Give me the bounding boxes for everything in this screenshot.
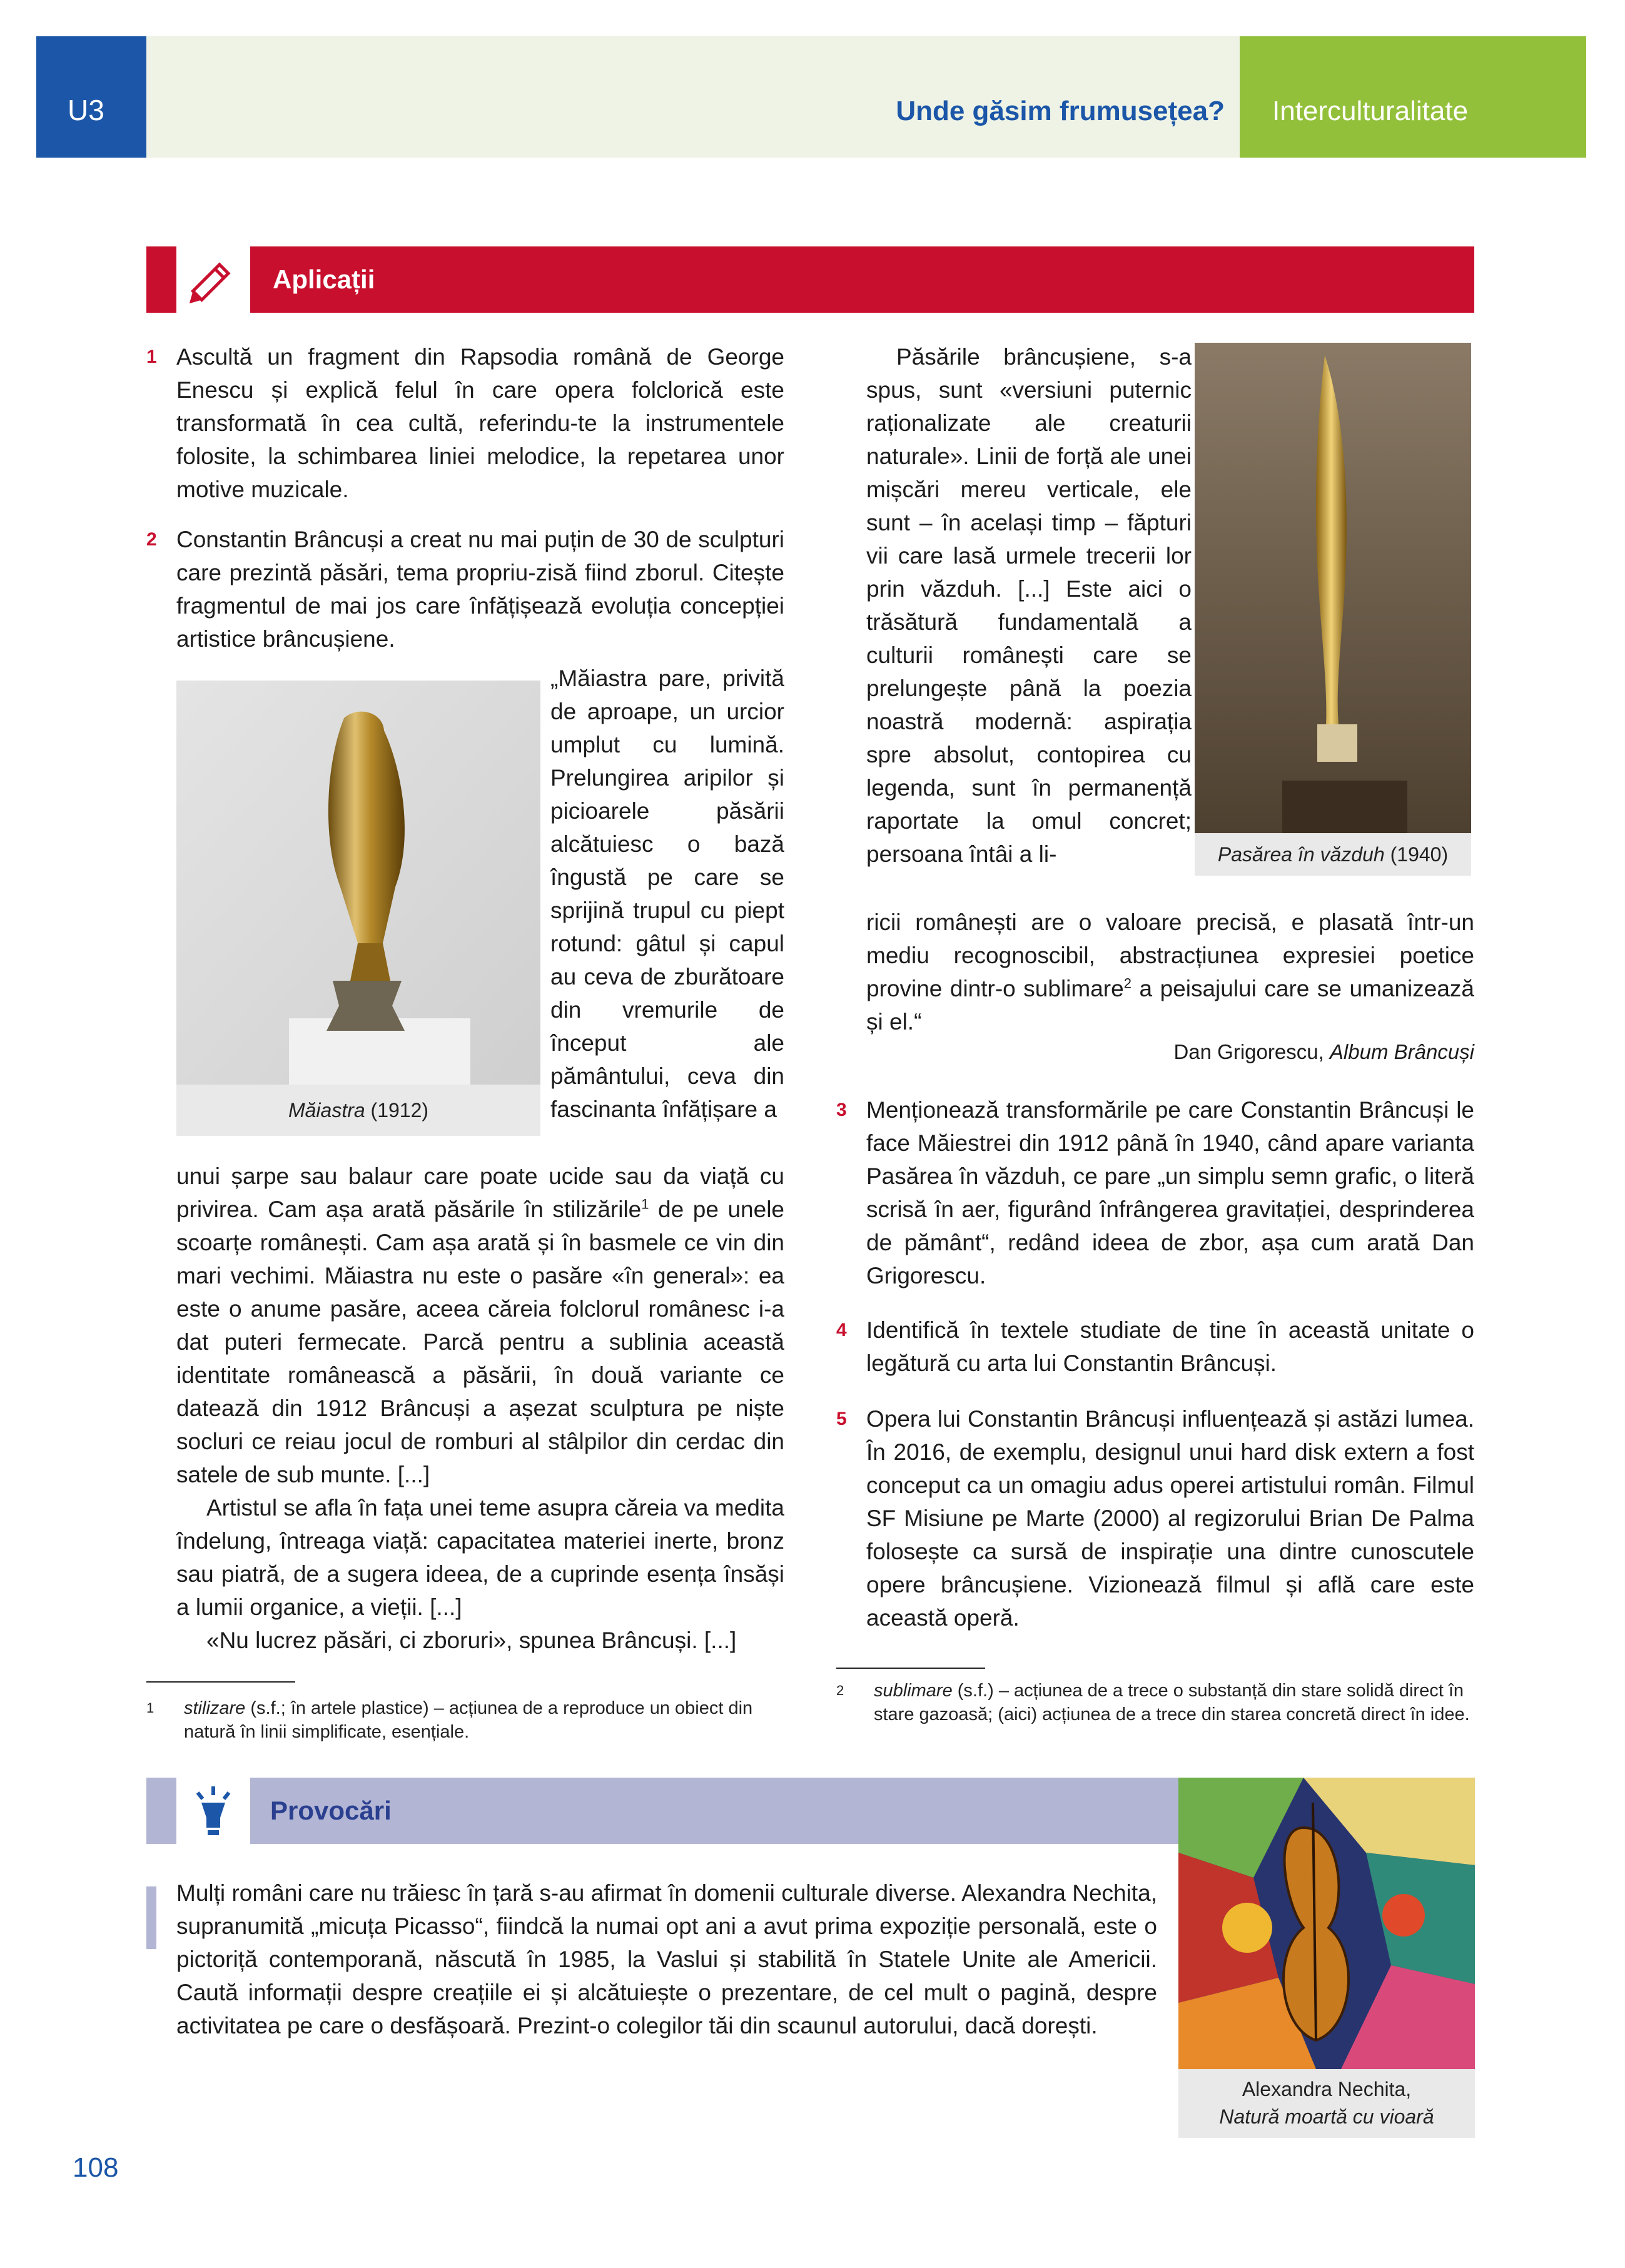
header-band <box>146 36 1240 158</box>
question-5 <box>866 1402 1474 1634</box>
quote-column-2-text: Păsările brâncușiene, s-a spus, sunt «versiuni puternic raționalizate ale creaturii naturale». Linii de forță ale unei mișcări mereu verticale, ele sunt – în același timp – făpturi vii care lasă urmele trecerii lor prin văzduh. [...] Este aici o trăsătură fundamentală a culturii românești care se prelungește până la poezia noastră modernă: aspirația spre absolut, contopirea cu legenda, sunt în permanență raportate la omul concret; persoana întâi a li- <box>866 344 1192 867</box>
footnote-term: stilizare <box>184 1698 246 1718</box>
challenges-paragraph: Mulți români care nu trăiesc în țară s-au afirmat în domenii culturale diverse. Alexandra Nechita, supranumită „micuța Picasso“, fiindcă la numai opt ani a avut prima expoziție personală, este o pictoriță contemporană, născută în 1985, la Vaslui și stabilită în Statele Unite ale Americii. Caută informații despre creațiile ei și alcătuiește o prezentare, de cel mult o pagină, despre activitatea pe care o desfășoară. Prezint-o colegilor tăi din scaunul autorului, dacă dorești. <box>176 1880 1157 2038</box>
source-author: Dan Grigorescu, <box>1173 1040 1330 1063</box>
challenges-title: Provocări <box>270 1796 392 1825</box>
maiastra-sculpture-image <box>176 681 540 1085</box>
challenges-text <box>176 1876 1157 2042</box>
quote-column-2-rest <box>866 906 1474 1038</box>
quote-side-text: „Măiastra pare, privită de aproape, un urcior umplut cu lumină. Prelungirea aripilor și picioarele păsării alcătuiesc o bază îngustă pe care se sprijină trupul cu piept rotund: gâtul și capul au ceva de zburătoare din vremurile de început ale pământului, ceva din fascinanta înfățișare a <box>550 666 784 1122</box>
question-4 <box>866 1314 1474 1380</box>
footnote-2 <box>836 1679 1474 1726</box>
quote-column-2 <box>866 340 1192 871</box>
section-tag <box>1240 36 1586 158</box>
footnote-text: (s.f.) – acțiunea de a trece o substanță din stare solidă direct în stare gazoasă; (aici) acțiunea de a trece din starea concretă direct în idee. <box>874 1681 1470 1724</box>
applications-title: Aplicații <box>273 265 375 294</box>
quote-paragraph-3: «Nu lucrez păsări, ci zboruri», spunea Brâncuși. [...] <box>206 1628 737 1653</box>
caption-title: Natură moartă cu vioară <box>1219 2105 1434 2128</box>
caption-title: Pasărea în văzduh <box>1217 843 1385 866</box>
question-2-text: Constantin Brâncuși a creat nu mai puțin de 30 de sculpturi care prezintă păsări, tema propriu-zisă fiind zborul. Citește fragmentul de mai jos care înfățișează evoluția concepției artistice brâncușiene. <box>176 527 784 652</box>
question-1-text: Ascultă un fragment din Rapsodia română de George Enescu și explică felul în care opera folclorică este transformată în cea cultă, referindu-te la instrumentele folosite, la schimbarea liniei melodice, la repetarea unor motive muzicale. <box>176 344 784 502</box>
footnote-number: 2 <box>836 1683 844 1698</box>
caption-author: Alexandra Nechita, <box>1242 2078 1412 2100</box>
quote-text-a: ricii românești are o valoare precisă, e plasată într-un mediu recognoscibil, abstracțiunea expresiei poetice provine dintr-o sublimare <box>866 909 1474 1001</box>
quote-paragraph-2: Artistul se afla în fața unei teme asupra căreia va medita îndelung, întreaga viață: capacitatea materiei inerte, bronz sau piatră, de a sugera ideea, de a cuprinde esența însăși a lumii organice, a vieții. [...] <box>176 1495 784 1620</box>
nechita-caption <box>1178 2069 1475 2138</box>
footnote-ref: 1 <box>641 1196 649 1212</box>
source-title: Album Brâncuși <box>1329 1040 1474 1063</box>
footnote-1 <box>146 1696 784 1744</box>
quote-paragraph <box>176 1160 784 1491</box>
question-1 <box>176 340 784 506</box>
question-number: 2 <box>146 529 157 550</box>
quote-side <box>550 662 784 1126</box>
footnote-text: (s.f.; în artele plastice) – acțiunea de a reproduce un obiect din natură în linii simplificate, esențiale. <box>184 1698 753 1742</box>
quote-text-b: de pe unele scoarțe românești. Cam așa arată și în basmele ce vin din mari vechimi. Măiastra nu este o pasăre «în general»: ea este o anume pasăre, aceea căreia folclorul românesc i-a dat puteri fermecate. Parcă pentru a sublinia această identitate românească a păsării, în două variante ce datează din 1912 Brâncuși a așezat sculptura pe niște socluri ce reiau jocul de romburi al stâlpilor din cerdac din satele de sub munte. [...] <box>176 1197 784 1487</box>
quote-text-a: unui șarpe sau balaur care poate ucide sau da viață cu privirea. Cam așa arată păsările în stilizările <box>176 1163 784 1222</box>
question-3-text: Menționează transformările pe care Constantin Brâncuși le face Măiestrei din 1912 până în 1940, când apare varianta Pasărea în văzduh, ce pare „un simplu semn grafic, o literă scrisă în aer, figurând înfrângerea gravitației, desprinderea de pământ“, redând ideea de zbor, așa cum arată Dan Grigorescu. <box>866 1097 1474 1288</box>
unit-badge <box>36 36 146 158</box>
question-number: 3 <box>836 1100 847 1120</box>
caption-year: (1940) <box>1384 843 1449 866</box>
pasarea-in-vazduh-image <box>1195 343 1471 833</box>
question-2 <box>176 523 784 656</box>
quote-text-b: a peisajului care se umanizează și el.“ <box>866 976 1474 1035</box>
footnote-number: 1 <box>146 1700 154 1716</box>
question-5-text: Opera lui Constantin Brâncuși influențează și astăzi lumea. În 2016, de exemplu, designul unui hard disk extern a fost conceput ca un omagiu adus operei artistului român. Filmul SF Misiune pe Marte (2000) al regizorului Brian De Palma folosește ca sursă de inspirație una dintre cunoscutele opere brâncușiene. Vizionează filmul și află care este această operă. <box>866 1406 1474 1631</box>
pencil-icon <box>176 246 250 313</box>
pasarea-caption <box>1195 833 1471 876</box>
quote-source <box>866 1038 1474 1066</box>
question-number: 4 <box>836 1320 847 1340</box>
unit-title: Unde găsim frumusețea? <box>896 96 1225 126</box>
footnote-ref: 2 <box>1123 975 1131 991</box>
quote-continuation <box>176 1160 784 1657</box>
lightbulb-icon <box>176 1778 250 1844</box>
question-4-text: Identifică în textele studiate de tine în această unitate o legătură cu arta lui Constantin Brâncuși. <box>866 1317 1474 1376</box>
nechita-painting-image <box>1178 1778 1475 2069</box>
question-number: 5 <box>836 1409 847 1429</box>
footnote-term: sublimare <box>874 1681 953 1701</box>
challenges-side-bar <box>146 1886 156 1949</box>
maiastra-caption <box>176 1085 540 1136</box>
page-number: 108 <box>73 2152 119 2183</box>
quote-paragraph <box>866 906 1474 1038</box>
footnote-divider <box>836 1668 985 1669</box>
section-tag-label: Interculturalitate <box>1272 96 1469 126</box>
caption-year: (1912) <box>365 1099 429 1121</box>
footnote-divider <box>146 1681 295 1683</box>
unit-label: U3 <box>68 94 104 126</box>
question-number: 1 <box>146 347 157 367</box>
question-3 <box>866 1093 1474 1292</box>
caption-title: Măiastra <box>288 1099 365 1121</box>
